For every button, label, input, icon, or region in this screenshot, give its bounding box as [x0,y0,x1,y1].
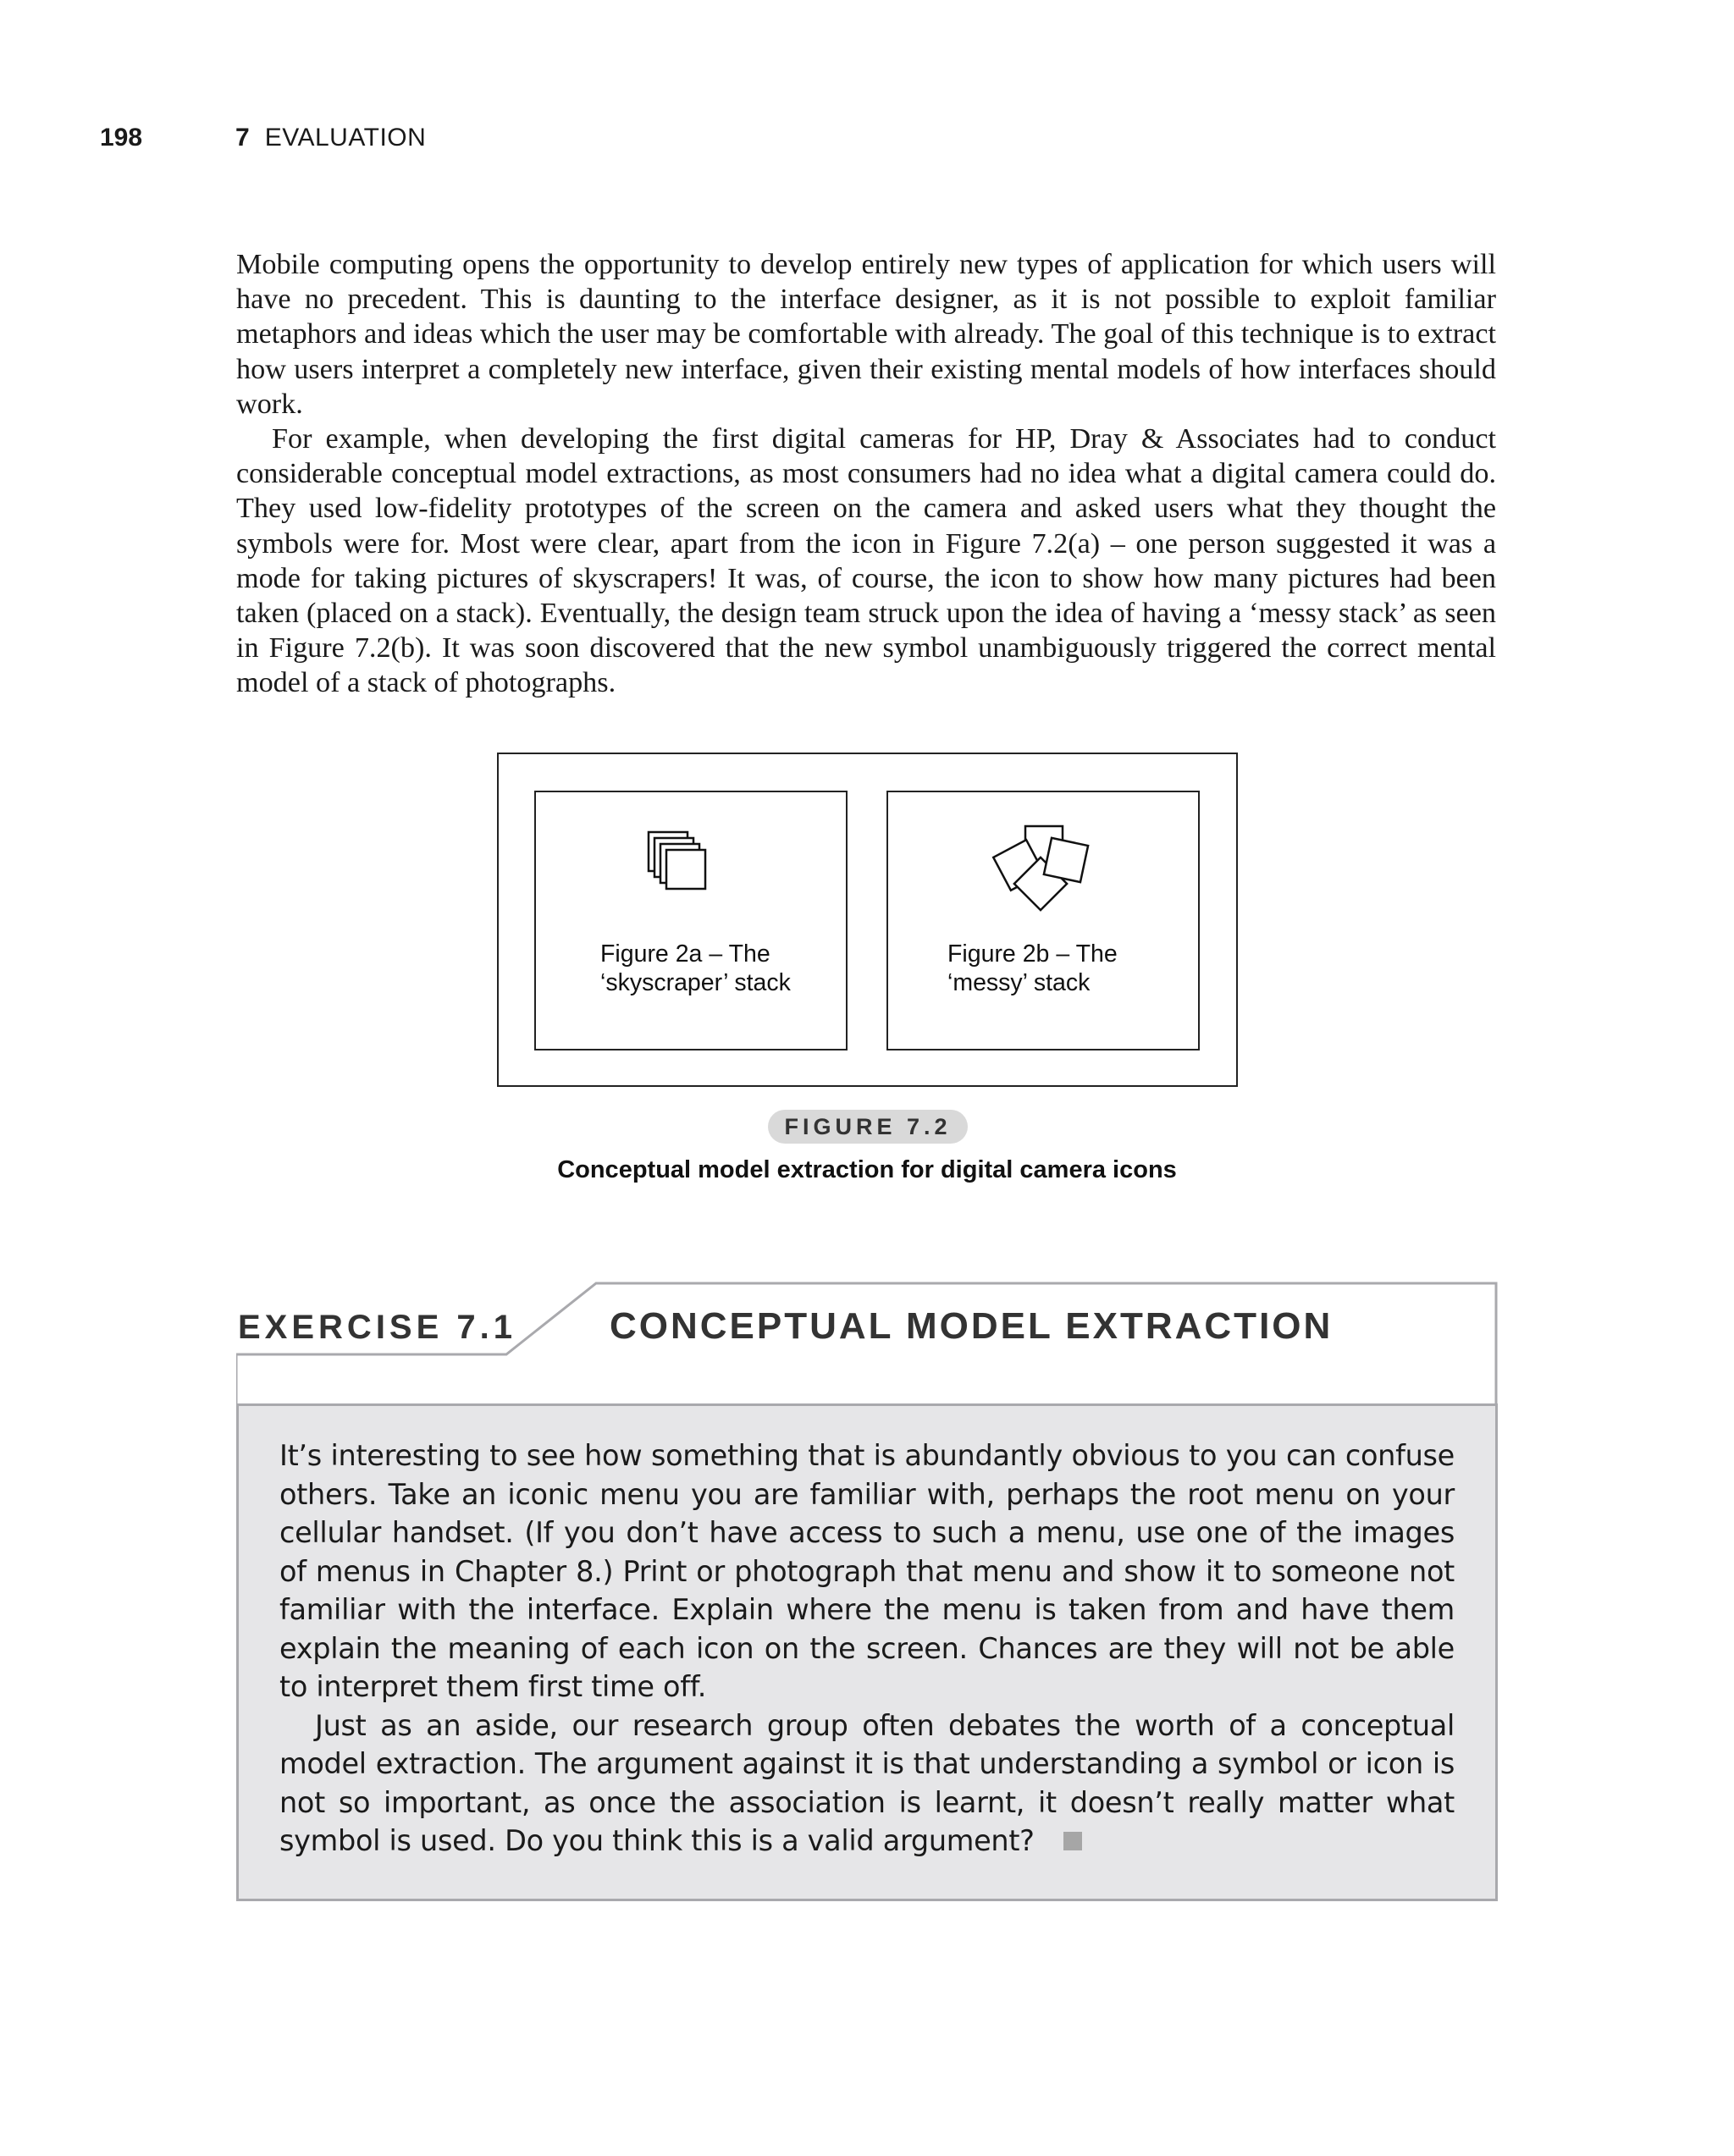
figure-panel-b-label-line: ‘messy’ stack [947,969,1091,996]
exercise-paragraph-2 [279,1707,1455,1861]
skyscraper-stack-icon [646,830,722,906]
end-of-exercise-marker [1063,1832,1082,1850]
figure-tag: FIGURE 7.2 [768,1110,968,1144]
exercise-box [236,1282,1498,1901]
figure-panel-b-label [947,940,1118,997]
exercise-body [236,1403,1498,1901]
running-head [100,124,426,152]
figure-panel-a-label-line: Figure 2a – The [600,940,770,968]
messy-stack-icon [991,823,1102,916]
figure-panel-b [886,791,1200,1050]
chapter-title: EVALUATION [264,124,427,152]
figure-caption: Conceptual model extraction for digital camera icons [557,1156,1177,1183]
body-text [236,247,1496,701]
figure-frame [497,753,1238,1087]
figure-panel-a-label-line: ‘skyscraper’ stack [600,969,791,996]
figure-panel-a [534,791,848,1050]
page-number: 198 [100,124,143,152]
body-paragraph: Mobile computing opens the opportunity to develop entirely new types of application for which users will have no precedent. This is daunting to the interface designer, as it is not possible to exploit familiar metaphors and ideas which the user may be comfortable with already. The goal of this technique is to extract how users interpret a completely new interface, given their existing mental models of how interfaces should work. [236,249,1496,420]
body-paragraph: For example, when developing the first digital cameras for HP, Dray & Associates had to conduct considerable conceptual model extractions, as most consumers had no idea what a digital camera could do. They used low-fidelity prototypes of the screen on the camera and asked users what they thought the symbols were for. Most were clear, apart from the icon in Figure 7.2(a) – one person suggested it was a mode for taking pictures of skyscrapers! It was, of course, the icon to show how many pictures had been taken (placed on a stack). Eventually, the design team struck upon the idea of having a ‘messy stack’ as seen in Figure 7.2(b). It was soon discovered that the new symbol unambiguously triggered the correct mental model of a stack of photographs. [236,423,1496,699]
figure-panel-b-label-line: Figure 2b – The [947,940,1118,968]
exercise-paragraph: It’s interesting to see how something that is abundantly obvious to you can confuse others. Take an iconic menu you are familiar with, perhaps the root menu on your cellular handset. (If you don’t have access to such a menu, use one of the images of menus in Chapter 8.) Print or photograph that menu and show it to someone not familiar with the interface. Explain where the menu is taken from and have them explain the meaning of each icon on the screen. Chances are they will not be able to interpret them first time off. [279,1439,1455,1703]
exercise-title: CONCEPTUAL MODEL EXTRACTION [610,1305,1334,1347]
exercise-paragraph-2-text: Just as an aside, our research group often debates the worth of a conceptual model extraction. The argument against it is that understanding a symbol or icon is not so important, as once the association is learnt, it doesn’t really matter what symbol is used. Do you think this is a valid argument? [279,1708,1455,1857]
exercise-label: EXERCISE 7.1 [238,1309,517,1346]
chapter-number: 7 [235,124,250,152]
figure-panel-a-label [600,940,791,997]
